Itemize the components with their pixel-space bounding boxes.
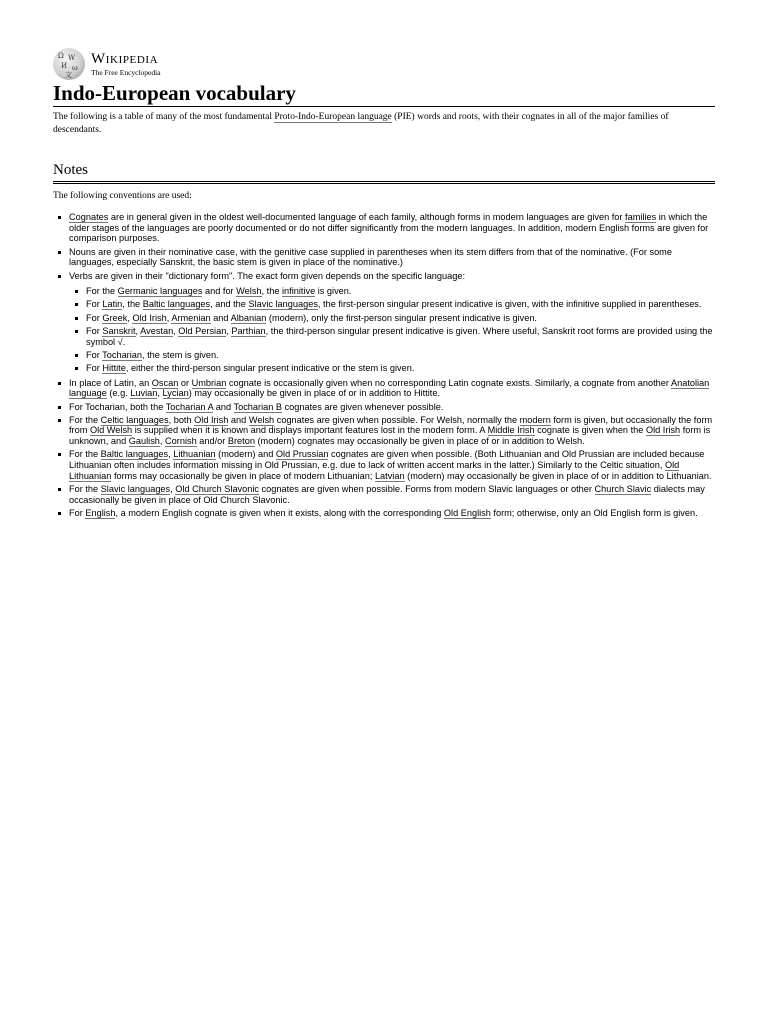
wordmark-subtitle: The Free Encyclopedia xyxy=(91,67,161,77)
list-item xyxy=(53,449,715,481)
list-item xyxy=(69,313,715,324)
text: For xyxy=(86,312,103,323)
link[interactable]: Gaulish xyxy=(128,436,160,447)
list-item xyxy=(53,212,715,244)
list-item xyxy=(69,350,715,361)
link[interactable]: families xyxy=(625,212,657,222)
text: , the stem is given. xyxy=(142,349,219,360)
list-item xyxy=(69,286,715,297)
text: dialects may occasionally be given in place of Old Church Slavonic. xyxy=(69,483,705,505)
text: cognate is occasionally given when no corresponding Latin cognate exists. Similarly, a cognate from another xyxy=(226,377,671,388)
link[interactable]: infinitive xyxy=(281,286,316,297)
text: , xyxy=(127,312,133,323)
link[interactable]: Welsh xyxy=(236,286,262,297)
link[interactable]: Cognates xyxy=(69,212,109,222)
list-item xyxy=(53,402,715,413)
text: ) may occasionally be given in place of or in addition to Hittite. xyxy=(188,388,440,399)
link[interactable]: Sanskrit xyxy=(102,325,136,336)
text: For xyxy=(86,349,103,360)
link[interactable]: Slavic languages xyxy=(100,483,171,494)
text: For the xyxy=(69,414,101,425)
list-item xyxy=(69,326,715,347)
link[interactable]: Avestan xyxy=(140,325,174,336)
text: For the xyxy=(86,286,118,297)
text: For the xyxy=(69,449,101,460)
text: in which the older stages of the languages are poorly documented or do not differ significantly from the modern languages. In addition, modern English forms are given for comparison purposes. xyxy=(69,212,709,244)
text: is given. xyxy=(315,286,352,297)
list-item xyxy=(69,363,715,374)
link-pie-language[interactable]: Proto-Indo-European language xyxy=(274,112,392,122)
link[interactable]: Lycian xyxy=(162,388,189,399)
link[interactable]: Lithuanian xyxy=(173,449,216,460)
text: , either the third-person singular present indicative or the stem is given. xyxy=(125,362,415,373)
text: (modern) cognates may occasionally be given in place of or in addition to Welsh. xyxy=(254,436,585,447)
text: , the xyxy=(122,299,143,310)
text: , the first-person singular present indicative is given, with the infinitive supplied in parentheses. xyxy=(317,299,702,310)
link[interactable]: Umbrian xyxy=(191,377,227,388)
text: For the xyxy=(69,483,101,494)
text: form is given, but occasionally the form from xyxy=(69,414,713,436)
link[interactable]: Old Persian xyxy=(178,325,227,336)
text: are in general given in the oldest well-documented language of each family, although forms in modern languages are given for xyxy=(108,212,626,222)
link[interactable]: Latin xyxy=(102,299,123,310)
text: (modern), only the first-person singular present indicative is given. xyxy=(266,312,537,323)
link[interactable]: Germanic languages xyxy=(117,286,203,297)
text: and/or xyxy=(196,436,228,447)
list-item xyxy=(69,299,715,310)
text: , xyxy=(135,325,141,336)
verb-forms-list xyxy=(69,286,715,373)
page-title: Indo-European vocabulary xyxy=(53,81,715,107)
list-item xyxy=(53,415,715,447)
link[interactable]: Baltic languages xyxy=(100,449,169,460)
link[interactable]: Breton xyxy=(227,436,255,447)
link[interactable]: Church Slavic xyxy=(594,483,652,494)
text: , xyxy=(170,483,176,494)
link[interactable]: Old Irish xyxy=(645,425,681,436)
list-item xyxy=(53,378,715,399)
text: is supplied when it is known and displays important features lost in the modern form. A xyxy=(132,425,488,436)
link[interactable]: Greek xyxy=(102,312,128,323)
text: , both xyxy=(168,414,195,425)
text: For xyxy=(86,362,103,373)
wordmark xyxy=(91,52,161,77)
text: For xyxy=(86,299,103,310)
text: cognates are given when possible. (Both Lithuanian and Old Prussian are included because Lithuanian often includes information missing in Old Prussian, e.g. due to lack of written accent marks in the latter.) Similarly to the Celtic situation, xyxy=(69,449,705,471)
text: For xyxy=(86,325,103,336)
link[interactable]: Luvian xyxy=(130,388,158,399)
wordmark-title: Wikipedia xyxy=(91,50,159,67)
link[interactable]: Celtic languages xyxy=(100,414,169,425)
text: and for xyxy=(202,286,237,297)
conventions-list xyxy=(53,212,715,519)
wikipedia-logo[interactable] xyxy=(53,49,715,79)
link[interactable]: Cornish xyxy=(165,436,197,447)
intro-text: (PIE) words and roots, with their cognates in all of the major families of descendants. xyxy=(53,112,669,135)
text: , xyxy=(168,449,174,460)
text: and xyxy=(228,414,249,425)
text: In place of Latin, an xyxy=(69,377,152,388)
text: , the third-person singular present indicative is given. Where useful, Sanskrit root forms are provided using the symbol √. xyxy=(86,325,713,347)
text: cognates are given when possible. For Welsh, normally the xyxy=(274,414,520,425)
conventions-intro: The following conventions are used: xyxy=(53,191,192,201)
text: , xyxy=(173,325,179,336)
link[interactable]: Anatolian language xyxy=(69,377,710,399)
link[interactable]: Old English xyxy=(443,507,491,518)
text: and xyxy=(213,401,234,412)
text: , a modern English cognate is given when it exists, along with the corresponding xyxy=(115,507,444,518)
puzzle-globe-icon: Ω W И ω 文 xyxy=(53,48,85,80)
link[interactable]: Baltic languages xyxy=(142,299,211,310)
intro-text: The following is a table of many of the most fundamental xyxy=(53,112,275,122)
link[interactable]: Slavic languages xyxy=(248,299,318,310)
text: cognates are given whenever possible. xyxy=(282,401,444,412)
link[interactable]: Latvian xyxy=(374,470,405,481)
text: forms may occasionally be given in place of modern Lithuanian; xyxy=(111,470,375,481)
text: Verbs are given in their "dictionary form". The exact form given depends on the specific language: xyxy=(69,270,466,281)
text: (modern) may occasionally be given in place of or in addition to Lithuanian. xyxy=(404,470,712,481)
text: , the xyxy=(261,286,282,297)
text: For xyxy=(69,507,86,518)
text: (e.g. xyxy=(106,388,131,399)
text: form is unknown, and xyxy=(69,425,711,447)
text: , and the xyxy=(210,299,249,310)
link[interactable]: Tocharian B xyxy=(233,401,283,412)
link[interactable]: Middle Irish xyxy=(487,425,535,436)
intro-paragraph xyxy=(53,111,715,137)
list-item: Nouns are given in their nominative case, with the genitive case supplied in parentheses when its stem differs from that of the nominative. (For some languages, especially Sanskrit, the basic stem is given in place of the nominative.) xyxy=(53,247,715,268)
link[interactable]: Old Irish xyxy=(194,414,229,425)
text: , xyxy=(226,325,232,336)
text: (modern) and xyxy=(215,449,276,460)
link[interactable]: Welsh xyxy=(248,414,275,425)
list-item xyxy=(53,484,715,505)
text: or xyxy=(178,377,192,388)
link[interactable]: English xyxy=(85,507,116,518)
text: , xyxy=(157,388,163,399)
text: For Tocharian, both the xyxy=(69,401,166,412)
text: cognate is given when the xyxy=(534,425,646,436)
link[interactable]: Old Church Slavonic xyxy=(175,483,259,494)
text: and xyxy=(210,312,231,323)
link[interactable]: Tocharian A xyxy=(165,401,214,412)
list-item xyxy=(53,271,715,374)
link[interactable]: Albanian xyxy=(230,312,267,323)
list-item xyxy=(53,508,715,519)
text: form; otherwise, only an Old English form is given. xyxy=(490,507,698,518)
text: , xyxy=(159,436,166,447)
link[interactable]: Old Irish xyxy=(132,312,167,323)
link[interactable]: Hittite xyxy=(102,362,126,373)
text: , xyxy=(166,312,172,323)
notes-heading: Notes xyxy=(53,161,715,184)
text: cognates are given when possible. Forms from modern Slavic languages or other xyxy=(259,483,595,494)
link[interactable]: Armenian xyxy=(171,312,211,323)
link[interactable]: Old Lithuanian xyxy=(69,460,680,481)
link[interactable]: Oscan xyxy=(151,377,179,388)
article xyxy=(53,49,715,521)
link[interactable]: Old Welsh xyxy=(89,425,133,436)
link[interactable]: Tocharian xyxy=(102,349,143,360)
link[interactable]: modern xyxy=(519,414,551,425)
link[interactable]: Parthian xyxy=(231,325,266,336)
link[interactable]: Old Prussian xyxy=(275,449,329,460)
